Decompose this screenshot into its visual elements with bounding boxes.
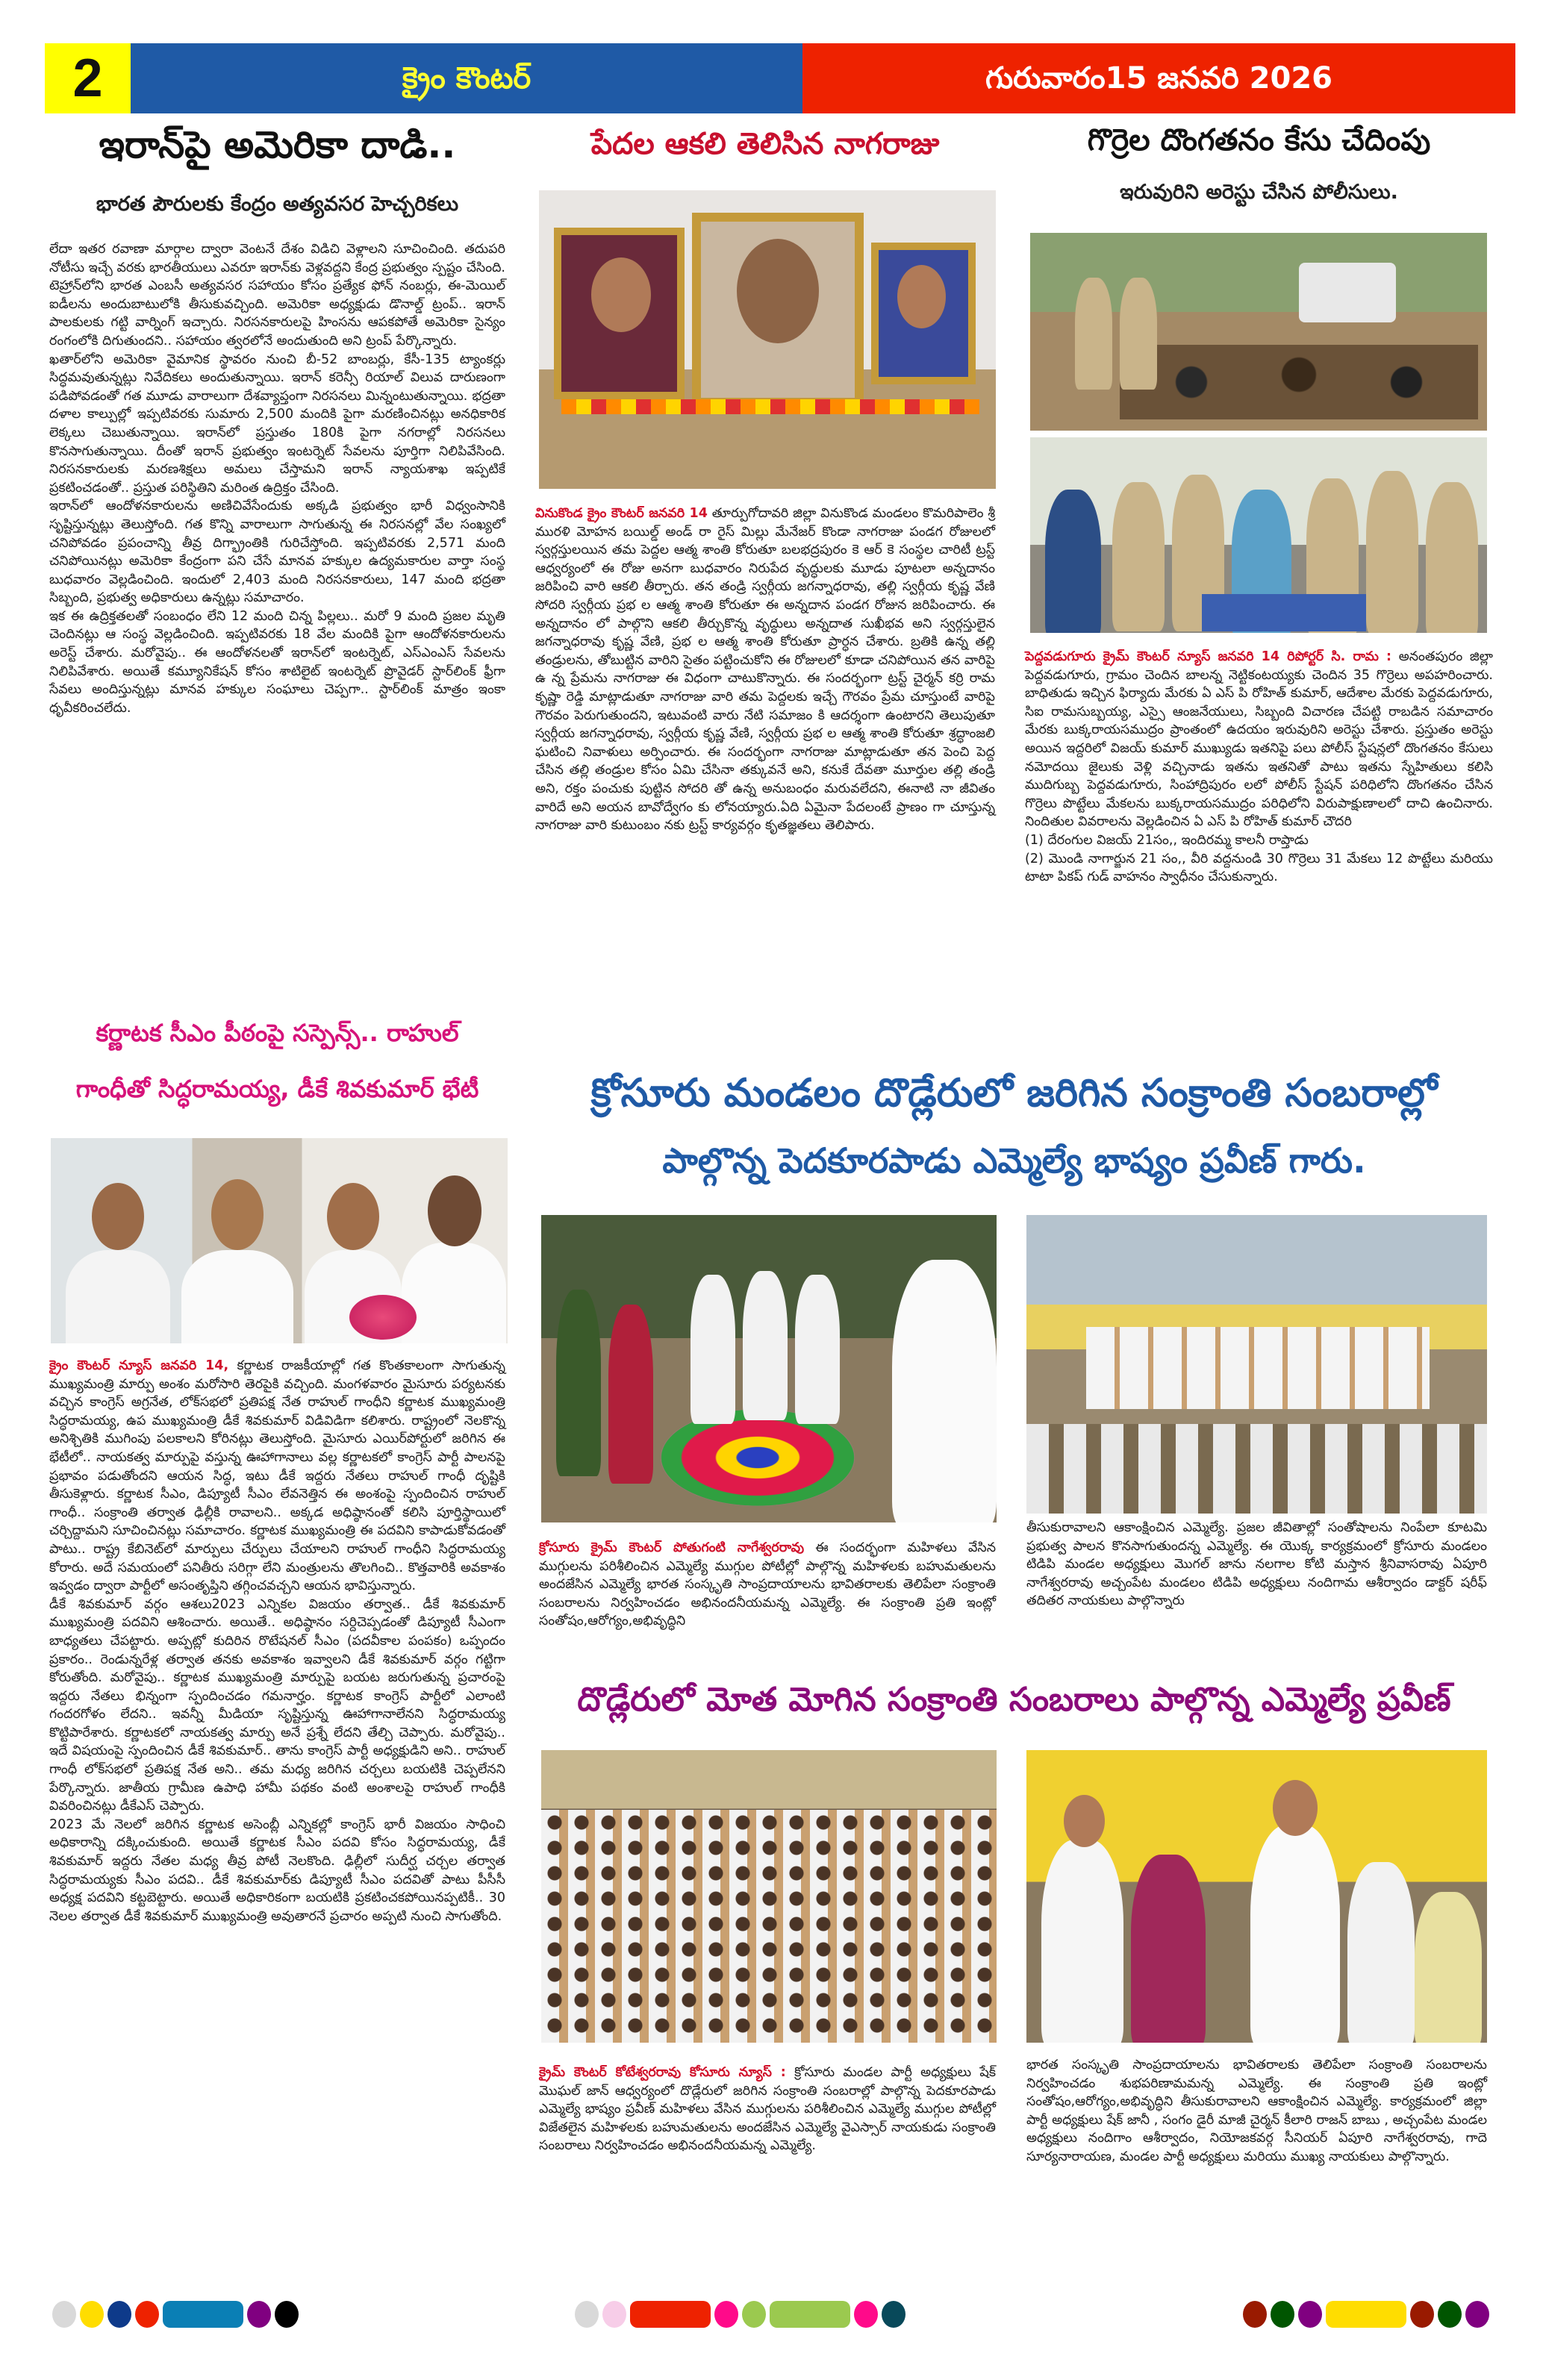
- goats-subhead: ఇరువురిని అరెస్టు చేసిన పోలీసులు.: [1120, 181, 1398, 204]
- color-swatch-dot: [80, 2301, 104, 2328]
- paragraph: భారత సంస్కృతి సాంప్రదాయాలను భావితరాలకు తెలిపేలా సంక్రాంతి సంబరాలను నిర్వహించడం శుభపరిణామమన్న ఎమ్మెల్యే. ఈ సంక్రాంతి ప్రతి ఇంట్లో సంతోషం,ఆరోగ్యం,అభివృద్ధిని తీసుకురావాలని ఆకాంక్షించిన ఎమ్మెల్యే. కార్యక్రమంలో జిల్లా పార్టీ అధ్యక్షులు షేక్ జానీ , సంగం డైరీ మాజీ చైర్మన్ కీలారి రాజన్ బాబు , అచ్చంపేట మండల అధ్యక్షులు నందిగాం ఆశీర్వాదం, నియోజకవర్గ సీనియర్ ఏపూరి నాగేశ్వరరావు, గాదె సూర్యనారాయణ, మండల పార్టీ అధ్యక్షులు మరియు ముఖ్య నాయకులు పాల్గొన్నారు.: [1026, 2058, 1487, 2164]
- nagaraju-article-body: [535, 505, 995, 835]
- paragraph: తీసుకురావాలని ఆకాంక్షించిన ఎమ్మెల్యే. ప్రజల జీవితాల్లో సంతోషాలను నింపేలా కూటమి ప్రభుత్వ పాలన కొనసాగుతుందన్న ఎమ్మెల్యే. ఈ యొక్క కార్యక్రమంలో క్రోసూరు మండలం టిడిపి మండల అధ్యక్షులు మొగల్ జాను నలగాల కోటి మస్తాన శ్రీనివాసరావు ఏపూరి నాగేశ్వరరావు అచ్చంపేట మండలం టిడిపి అధ్యక్షులు నందిగామ ఆశీర్వాదం డాక్టర్ షరీఫ్ తదితర నాయకులు పాల్గొన్నారు: [1026, 1520, 1487, 1609]
- paragraph: ఖతార్‌లోని అమెరికా వైమానిక స్థావరం నుంచి బీ-52 బాంబర్లు, కేసీ-135 ట్యాంకర్లు సిద్ధమవుతున్నట్లు నివేదికలు అందుతున్నాయి. ఇరాన్ కరెన్సీ రియాల్ విలువ దారుణంగా పడిపోవడంతో గత మూడు వారాలుగా దేశవ్యాప్తంగా నిరసనలు మిన్నంటుతున్నాయి. భద్రతా దళాల కాల్పుల్లో ఇప్పటివరకు సుమారు 2,500 మందికి పైగా మరణించినట్లు అనధికారిక లెక్కలు చెబుతున్నాయి. ఇరాన్‌లో ప్రస్తుతం 180కి పైగా నగరాల్లో నిరసనలు కొనసాగుతున్నాయి. దీంతో ఇరాన్ ప్రభుత్వం ఇంటర్నెట్ సేవలను పూర్తిగా నిలిపివేసింది. నిరసనకారులకు మరణశిక్షలు అమలు చేస్తామని ఇరాన్ న్యాయశాఖ ఇప్పటికే ప్రకటించడంతో.. ప్రస్తుత పరిస్థితిని మరింత ఉద్రిక్తం చేసింది.: [49, 352, 505, 496]
- doddleru-headline: దొడ్లేరులో మోత మోగిన సంక్రాంతి సంబరాలు పాల్గొన్న ఎమ్మెల్యే ప్రవీణ్: [577, 1681, 1451, 1719]
- dateline: పెద్దవడుగూరు క్రైమ్ కౌంటర్ న్యూస్ జనవరి 14 రిపోర్టర్ సి. రామ :: [1025, 649, 1392, 664]
- paragraph: కర్ణాటక రాజకీయాల్లో గత కొంతకాలంగా సాగుతున్న ముఖ్యమంత్రి మార్పు అంశం మరోసారి తెరపైకి వచ్చింది. మంగళవారం మైసూరు పర్యటనకు వచ్చిన కాంగ్రెస్ అగ్రనేత, లోక్‌సభలో ప్రతిపక్ష నేత రాహుల్ గాంధీని కర్ణాటక ముఖ్యమంత్రి సిద్ధరామయ్య, ఉప ముఖ్యమంత్రి డీకే శివకుమార్ విడివిడిగా కలిశారు. రాష్ట్రంలో నెలకొన్న అనిశ్చితికి ముగింపు పలకాలని కోరినట్లు తెలుస్తోంది. మైసూరు ఎయిర్‌పోర్టులో జరిగిన ఈ భేటీలో.. నాయకత్వ మార్పుపై వస్తున్న ఊహాగానాలు వల్ల కర్ణాటకలో కాంగ్రెస్ పార్టీ పాలనపై ప్రభావం పడుతోందని ఆయన సిద్ధ, ఇటు డీకే ఇద్దరు నేతలు రాహుల్ గాంధీ దృష్టికి తీసుకెళ్లారు. కర్ణాటక సీఎం, డిప్యూటీ సీఎం లేవనెత్తిన ఈ అంశంపై స్పందించిన రాహుల్ గాంధీ.. సంక్రాంతి తర్వాత ఢిల్లీకి రావాలని.. అక్కడ అధిష్ఠానంతో కలిసి పూర్తిస్థాయిలో చర్చిద్దామని సూచించినట్లు సమాచారం. కర్ణాటక ముఖ్యమంత్రి ఈ పదవిని కాపాడుకోవడంతో పాటు.. రాష్ట్ర కేబినెట్‌లో మార్పులు చేర్పులు చేయాలని రాహుల్ గాంధీని సిద్ధరామయ్య కోరారు. అదే సమయంలో పనితీరు సరిగ్గా లేని మంత్రులను తొలగించి.. కొత్తవారికి అవకాశం ఇవ్వడం ద్వారా పార్టీలో అసంతృప్తిని తగ్గించవచ్చని ఆయన భావిస్తున్నారు.: [49, 1358, 505, 1594]
- date-banner: గురువారం15 జనవరి 2026: [802, 43, 1515, 113]
- color-swatch-dot: [52, 2301, 76, 2328]
- paragraph: క్రోసూరు మండల పార్టీ అధ్యక్షులు షేక్ మొఘల్ జాన్ ఆధ్వర్యంలో దొడ్లేరులో జరిగిన సంక్రాంతి సంబరాల్లో పాల్గొన్న పెదకూరపాడు ఎమ్మెల్యే భాష్యం ప్రవీణ్ మహిళలు వేసిన ముగ్గులను పరిశీలించిన ఎమ్మెల్యే ముగ్గుల పోటీల్లో విజేతలైన మహిళలకు బహుమతులను అందజేసిన ఎమ్మెల్యే వైఎస్సార్ నాయకుడు సంక్రాంతి సంబరాలు నిర్వహించడం అభినందనీయమన్న ఎమ్మెల్యే.: [539, 2065, 996, 2154]
- color-swatch-dot: [135, 2301, 159, 2328]
- color-swatch-pill: [630, 2301, 711, 2328]
- color-swatch-pill: [770, 2301, 850, 2328]
- dateline: క్రోసూరు క్రైమ్ కౌంటర్ పోతుగంటి నాగేశ్వరరావు: [539, 1540, 805, 1555]
- karnataka-leaders-photo: [51, 1138, 508, 1343]
- color-swatch-dot: [882, 2301, 905, 2328]
- color-swatch-dot: [1298, 2301, 1322, 2328]
- color-swatch-dot: [1410, 2301, 1434, 2328]
- sankranti-caption-right: [1026, 1519, 1487, 1611]
- color-swatch-dot: [854, 2301, 878, 2328]
- paragraph: డీకే శివకుమార్ వర్గం ఆశలు2023 ఎన్నికల విజయం తర్వాత.. డీకే శివకుమార్ ముఖ్యమంత్రి పదవిని ఆశించారు. అయితే.. అధిష్ఠానం సర్దిచెప్పడంతో డిప్యూటీ సీఎంగా బాధ్యతలు చేపట్టారు. అప్పట్లో కుదిరిన రొటేషనల్ సీఎం (పదవీకాల పంపకం) ఒప్పందం ప్రకారం.. రెండున్నరేళ్ల తర్వాత తనకు అవకాశం ఇవ్వాలని డీకే శివకుమార్ వర్గం గట్టిగా కోరుతోంది. మరోవైపు.. కర్ణాటక ముఖ్యమంత్రి మార్పుపై బయట జరుగుతున్న ప్రచారంపై ఇద్దరు నేతలు భిన్నంగా స్పందించడం గమనార్హం. కర్ణాటక కాంగ్రెస్ పార్టీలో ఎలాంటి గందరగోళం లేదని.. ఇవన్నీ మీడియా సృష్టిస్తున్న ఊహాగానాలేనని సిద్ధరామయ్య కొట్టిపారేశారు. కర్ణాటకలో నాయకత్వ మార్పు అనే ప్రశ్నే లేదని తేల్చి చెప్పారు. మరోవైపు.. ఇదే విషయంపై స్పందించిన డీకే శివకుమార్.. తాను కాంగ్రెస్ పార్టీ అధ్యక్షుడిని అని.. రాహుల్ గాంధీ లోక్‌సభలో ప్రతిపక్ష నేత అని.. తమ మధ్య జరిగిన చర్చలు బయటికి చెప్పలేనని పేర్కొన్నారు. జాతీయ గ్రామీణ ఉపాధి హామీ పథకం వంటి అంశాలపై రాహుల్ గాంధీకి వివరించినట్లు డీకేఎస్ చెప్పారు.: [49, 1596, 505, 1814]
- sankranti-caption-left: [539, 1539, 996, 1631]
- color-swatch-dot: [1465, 2301, 1489, 2328]
- crowd-photo: [541, 1750, 997, 2043]
- portraits-photo: [539, 190, 996, 489]
- color-swatch-dot: [107, 2301, 131, 2328]
- sankranti-headline-line1: క్రోసూరు మండలం దొడ్లేరులో జరిగిన సంక్రాంతి సంబరాల్లో: [590, 1071, 1438, 1116]
- karnataka-headline-line1: కర్ణాటక సీఎం పీఠంపై సస్పెన్స్.. రాహుల్: [96, 1019, 459, 1047]
- color-swatch-dot: [602, 2301, 626, 2328]
- doddleru-caption-right: [1026, 2056, 1487, 2167]
- color-swatch-pill: [1326, 2301, 1406, 2328]
- karnataka-headline-line2: గాంధీతో సిద్ధరామయ్య, డీకే శివకుమార్ భేటీ: [75, 1075, 479, 1103]
- paragraph: లేదా ఇతర రవాణా మార్గాల ద్వారా వెంటనే దేశం విడిచి వెళ్లాలని సూచించింది. తదుపరి నోటీసు ఇచ్చే వరకు భారతీయులు ఎవరూ ఇరాన్‌కు వెళ్లవద్దని కేంద్ర ప్రభుత్వం స్పష్టం చేసింది. టెహ్రాన్‌లోని భారత ఎంబసీ అత్యవసర సహాయం కోసం ప్రత్యేక ఫోన్ నంబర్లు, ఈ-మెయిల్ ఐడీలను అందుబాటులోకి తీసుకువచ్చింది. అమెరికా అధ్యక్షుడు డొనాల్డ్ ట్రంప్.. ఇరాన్ పాలకులకు గట్టి వార్నింగ్ ఇచ్చారు. నిరసనకారులపై హింసను ఆపకపోతే అమెరికా సైన్యం రంగంలోకి దిగుతుందని.. సహాయం త్వరలోనే అందుతుంది అని ట్రంప్ పేర్కొన్నారు.: [49, 242, 505, 349]
- dateline: వినుకొండ క్రైం కౌంటర్ జనవరి 14: [535, 506, 708, 521]
- dateline: క్రైం కౌంటర్ న్యూస్ జనవరి 14,: [49, 1358, 229, 1373]
- paragraph: తూర్పుగోదావరి జిల్లా వినుకొండ మండలం కొమరిపాలెం శ్రీ మురళి మోహన బయిల్డ్ అండ్ రా రైస్ మిల్లు మేనేజర్ కొండా నాగరాజు పండగ రోజులలో స్వర్గస్తులయిన తమ పెద్దల ఆత్మ శాంతి కోరుతూ బలభద్రపురం కె ఆర్ కె సంస్థల చారిటీ ట్రస్ట్ ఆధ్వర్యంలో ఈ రోజు అనగా బుధవారం నిరుపేద వృద్ధులకు మూడు పూటలా అన్నదానం జరిపించి వారి ఆకలి తీర్చారు. తన తండ్రి స్వర్గీయ జగన్నాధరావు, తల్లి స్వర్గీయ కృష్ణ వేణి సోదరి స్వర్గీయ ప్రభ ల ఆత్మ శాంతి కోరుతూ ఈ అన్నదాన పండగ రోజున జరిపించారు. ఈ అన్నదానం లో పాల్గొని ఆకలి తీర్చుకొన్న వృద్ధులు అన్నదాత సుఖీభవ అని స్వర్గస్తులైన జగన్నాధరావు కృష్ణ వేణి, ప్రభ ల ఆత్మ శాంతి కోరుతూ ప్రార్ధన చేశారు. బ్రతికి ఉన్న తల్లి తండ్రులను, తోబుట్టిన వారిని సైతం పట్టించుకోని ఈ రోజులలో కూడా చనిపోయిన తన వారిపై ఉ న్న ప్రేమను నాగరాజు ఈ విధంగా చాటుకొన్నారు. ఈ సందర్భంగా ట్రస్ట్ చైర్మన్ కర్రి రామ కృష్ణా రెడ్డి మాట్లాడుతూ నాగరాజు వారి తమ పెద్దలకు ఇచ్చే గౌరవం ప్రేమ చూస్తుంటే వారిపై గౌరవం పెరుగుతుందని, ఇటువంటి వారు నేటి సమాజం కి ఆదర్శంగా ఉంటారని తెలుపుతూ స్వర్గీయ జగన్నాధరావు, స్వర్గీయ కృష్ణ వేణి, స్వర్గీయ ప్రభ ల ఆత్మ శాంతి కోరుతూ శ్రద్ధాంజలి ఘటించి నివాళులు అర్పించారు. ఈ సందర్భంగా నాగరాజు మాట్లాడుతూ తన పెంచి పెద్ద చేసిన తల్లి తండ్రుల కోసం ఏమి చేసినా తక్కువనే అని, కనుకే దేవతా మూర్తుల తల్లి తండ్రి అని, రక్తం పంచుకు పుట్టిన సోదరి తో ఉన్న అనుబంధం మరువలేదని, ఈనాటి నా జీవితం వారిదే అని అయన బావోద్వేగం కు లోనయ్యారు.ఏది ఏమైనా పేదలంటే ప్రాణం గా చూస్తున్న నాగరాజు వారి కుటుంబం నకు ట్రస్ట్ కార్యవర్గం కృతజ్ఞతలు తెలిపారు.: [535, 506, 995, 834]
- footer-color-bar-center: [575, 2301, 905, 2328]
- iran-headline: ఇరాన్‌పై అమెరికా దాడి..: [99, 123, 456, 166]
- police-with-accused-photo: [1030, 437, 1487, 633]
- page-number: 2: [45, 43, 131, 113]
- rangoli-inspection-photo: [541, 1215, 997, 1522]
- doddleru-caption-left: [539, 2064, 996, 2155]
- color-swatch-dot: [714, 2301, 738, 2328]
- color-swatch-dot: [247, 2301, 271, 2328]
- iran-subhead: భారత పౌరులకు కేంద్రం అత్యవసర హెచ్చరికలు: [96, 193, 459, 216]
- paragraph: ఈ సందర్భంగా మహిళలు వేసిన ముగ్గులను పరిశీలించిన ఎమ్మెల్యే ముగ్గుల పోటీల్లో పాల్గొన్న మహిళలకు బహుమతులను అందజేసిన ఎమ్మెల్యే భారత సంస్కృతి సాంప్రదాయాలను భావితరాలకు తెలిపేలా సంక్రాంతి సంబరాలను నిర్వహించడం అభినందనీయమన్న ఎమ్మెల్యే. ఈ సంక్రాంతి ప్రతి ఇంట్లో సంతోషం,ఆరోగ్యం,అభివృద్ధిని: [539, 1540, 997, 1629]
- seized-goats-photo: [1030, 233, 1487, 431]
- iran-article-body: [49, 240, 505, 717]
- footer-color-bar-left: [52, 2301, 299, 2328]
- goats-article-body: [1025, 648, 1493, 887]
- goats-headline: గొర్రెల దొంగతనం కేసు చేదింపు: [1087, 123, 1431, 157]
- color-swatch-dot: [742, 2301, 766, 2328]
- footer-color-bar-right: [1243, 2301, 1489, 2328]
- dateline: క్రైమ్ కౌంటర్ కోటేశ్వరరావు కోసూరు న్యూస్ :: [539, 2065, 786, 2080]
- stage-gathering-photo: [1026, 1215, 1487, 1514]
- accused-item: (2) మొండి నాగార్జున 21 సం,, వీరి వద్దనుండి 30 గొర్రెలు 31 మేకలు 12 పొట్టేలు మరియు టాటా పికప్ గుడ్ వాహనం స్వాధీనం చేసుకున్నారు.: [1025, 851, 1493, 885]
- paragraph: 2023 మే నెలలో జరిగిన కర్ణాటక అసెంబ్లీ ఎన్నికల్లో కాంగ్రెస్ భారీ విజయం సాధించి అధికారాన్ని దక్కించుకుంది. అయితే కర్ణాటక సీఎం పదవి కోసం సిద్ధరామయ్య, డీకే శివకుమార్ ఇద్దరు నేతల మధ్య తీవ్ర పోటీ నెలకొంది. ఢిల్లీలో సుదీర్ఘ చర్చల తర్వాత సిద్ధరామయ్యకు సీఎం పదవి.. డీకే శివకుమార్‌కు డిప్యూటీ సీఎం పదవితో పాటు పీసీసీ అధ్యక్ష పదవిని కట్టబెట్టారు. అయితే అధికారికంగా బయటికి ప్రకటించకపోయినప్పటికీ.. 30 నెలల తర్వాత డీకే శివకుమార్ ముఖ్యమంత్రి అవుతారనే ప్రచారం అప్పటి నుంచి సాగుతోంది.: [49, 1817, 505, 1924]
- paper-name-banner: క్రైం కౌంటర్: [131, 43, 802, 113]
- karnataka-article-body: [49, 1357, 505, 1925]
- color-swatch-dot: [1271, 2301, 1294, 2328]
- paragraph: ఇరాన్‌లో ఆందోళనకారులను అణిచివేసేందుకు అక్కడి ప్రభుత్వం భారీ విధ్వంసానికి సృష్టిస్తున్నట్లు తెలుస్తోంది. గత కొన్ని వారాలుగా సాగుతున్న ఈ నిరసనల్లో వేల సంఖ్యలో చనిపోవడం ప్రపంచాన్ని తీవ్ర దిగ్భ్రాంతికి గురిచేస్తోంది. ఇప్పటివరకు 2,571 మంది చనిపోయినట్లు అమెరికా కేంద్రంగా పని చేసే మానవ హక్కుల ఉద్యమకారుల వార్తా సంస్థ బుధవారం వెల్లడించింది. ఇందులో 2,403 మంది నిరసనకారులు, 147 మంది భద్రతా సిబ్బంది, ప్రభుత్వ అధికారులు ఉన్నట్లు సమాచారం.: [49, 499, 505, 606]
- mla-speaking-photo: [1026, 1750, 1487, 2043]
- color-swatch-dot: [275, 2301, 299, 2328]
- sankranti-headline-line2: పాల్గొన్న పెదకూరపాడు ఎమ్మెల్యే భాష్యం ప్రవీణ్ గారు.: [662, 1140, 1366, 1181]
- paragraph: ఇక ఈ ఉద్రిక్తతలతో సంబంధం లేని 12 మంది చిన్న పిల్లలు.. మరో 9 మంది ప్రజల మృతి చెందినట్లు ఆ సంస్థ వెల్లడించింది. ఇప్పటివరకు 18 వేల మందికి పైగా ఆందోళనకారులను అరెస్ట్ చేశారు. మరోవైపు.. ఈ ఆందోళనలతో ఇరాన్‌లో ఇంటర్నెట్, ఎస్ఎంఎస్ సేవలను నిలిపివేశారు. అయితే కమ్యూనికేషన్ కోసం శాటిలైట్ ఇంటర్నెట్ ప్రొవైడర్ స్టార్‌లింక్ ఫ్రీగా సేవలు అందిస్తున్నట్లు మానవ హక్కుల సంఘాలు చెప్పగా.. స్టార్‌లింక్ మాత్రం ఇంకా ధృవీకరించలేదు.: [49, 608, 505, 716]
- color-swatch-dot: [575, 2301, 599, 2328]
- accused-item: (1) దేరంగుల విజయ్ 21సం,, ఇందిరమ్మ కాలనీ రాప్తాడు: [1025, 832, 1309, 848]
- color-swatch-dot: [1243, 2301, 1267, 2328]
- paragraph: అనంతపురం జిల్లా పెద్దవడుగూరు, గ్రామం చెందిన బాలన్న నెట్టికంటయ్యకు చెందిన 35 గొర్రెలు అపహరించారు. బాధితుడు ఇచ్చిన ఫిర్యాదు మేరకు ఏ ఎస్ పి రోహిత్ కుమార్, ఆదేశాల మేరకు పెద్దవడుగూరు, సిఐ రామసుబ్బయ్య, ఎస్సై ఆంజనేయులు, సిబ్బంది విచారణ చేపట్టి రాబడిన సమాచారం మేరకు బుక్కరాయసముద్రం ప్రాంతంలో ఉదయం ఇరువురిని అరెస్టు చేశారు. ప్రస్తుతం అరెస్టు అయిన ఇద్దరిలో విజయ్ కుమార్ ముఖ్యుడు ఇతనిపై పలు పోలీస్ స్టేషన్లలో దొంగతనం కేసులు నమోదయి జైలుకు వెళ్లి వచ్చినాడు ఇతను ఇతనితో పాటు ఇతను స్నేహితులు కలిసి ముదిగుబ్బ పెద్దవడుగూరు, సింహాద్రిపురం లలో పోలీస్ స్టేషన్ పరిధిలోని దొంగతనం చేసిన గొర్రెలు పొట్టేలు మేకలను బుక్కరాయసముద్రం పరిధిలోని విరుపాక్షుణాలలో దాచి ఉంచినారు. నిందితుల వివరాలను వెల్లడించిన ఏ ఎస్ పి రోహిత్ కుమార్ చౌదరి: [1025, 649, 1493, 830]
- color-swatch-dot: [1438, 2301, 1462, 2328]
- color-swatch-pill: [163, 2301, 243, 2328]
- nagaraju-headline: పేదల ఆకలి తెలిసిన నాగరాజు: [590, 127, 940, 161]
